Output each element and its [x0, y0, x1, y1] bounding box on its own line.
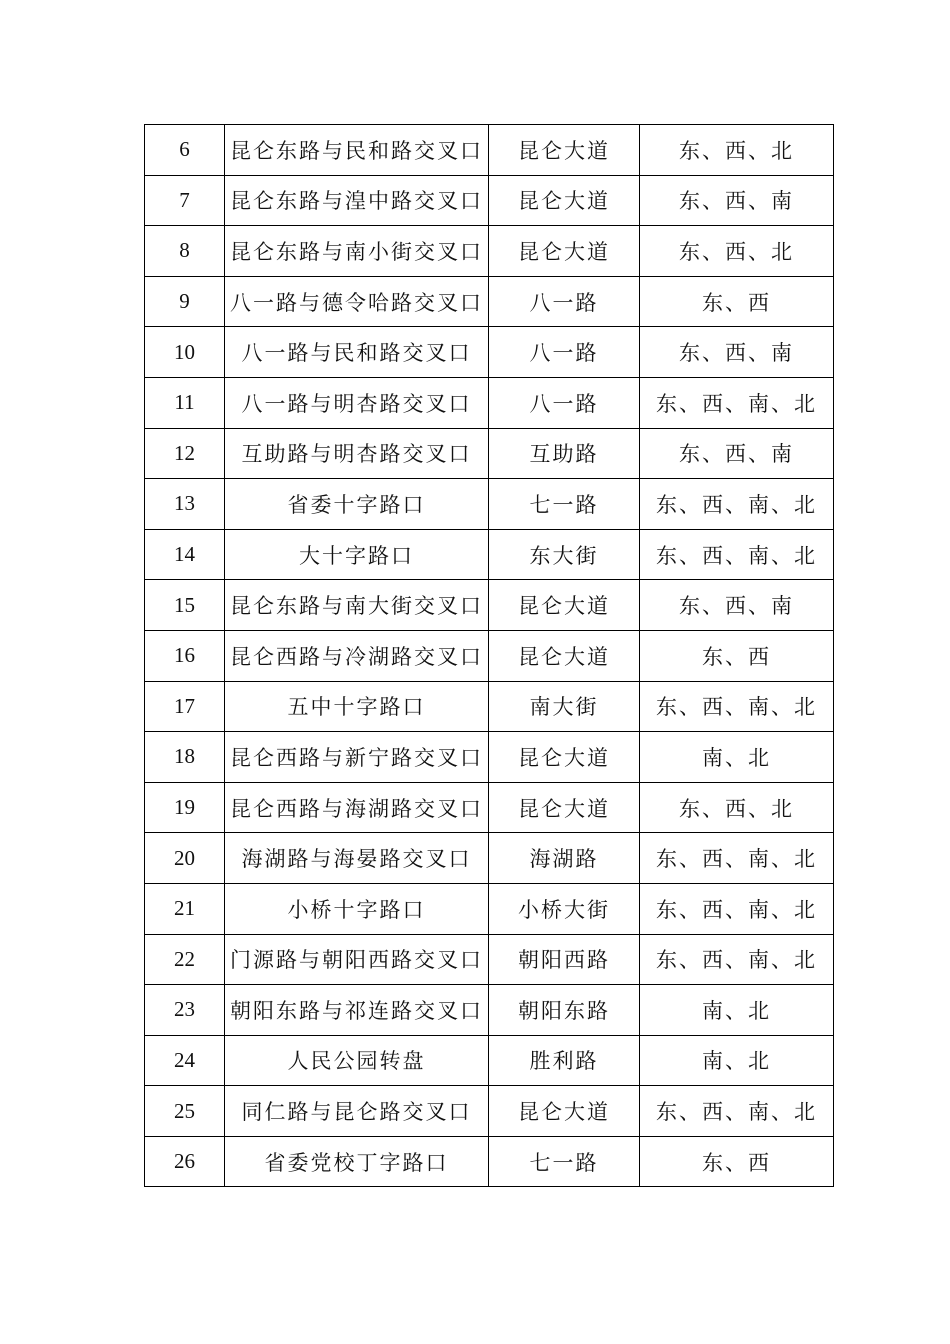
- road-name-cell: 互助路: [489, 428, 640, 479]
- table-row: [145, 732, 834, 783]
- directions-cell: 东、西、南、北: [640, 681, 834, 732]
- directions-cell: 南、北: [640, 1035, 834, 1086]
- row-number-cell: 19: [145, 782, 225, 833]
- table-row: [145, 630, 834, 681]
- row-number-cell: 15: [145, 580, 225, 631]
- road-name-cell: 昆仑大道: [489, 175, 640, 226]
- row-number-cell: 23: [145, 985, 225, 1036]
- directions-cell: 东、西、南: [640, 175, 834, 226]
- directions-cell: 东、西、南、北: [640, 479, 834, 530]
- table-row: [145, 327, 834, 378]
- road-name-cell: 八一路: [489, 377, 640, 428]
- directions-cell: 东、西: [640, 1136, 834, 1187]
- row-number-cell: 10: [145, 327, 225, 378]
- intersection-name-cell: 朝阳东路与祁连路交叉口: [225, 985, 489, 1036]
- directions-cell: 东、西、北: [640, 782, 834, 833]
- row-number-cell: 6: [145, 125, 225, 176]
- table-row: [145, 681, 834, 732]
- road-name-cell: 胜利路: [489, 1035, 640, 1086]
- directions-cell: 东、西、北: [640, 226, 834, 277]
- directions-cell: 南、北: [640, 985, 834, 1036]
- row-number-cell: 18: [145, 732, 225, 783]
- directions-cell: 东、西、南、北: [640, 529, 834, 580]
- table-row: [145, 1086, 834, 1137]
- intersection-name-cell: 昆仑东路与民和路交叉口: [225, 125, 489, 176]
- intersection-name-cell: 八一路与德令哈路交叉口: [225, 276, 489, 327]
- road-name-cell: 小桥大街: [489, 883, 640, 934]
- intersection-name-cell: 人民公园转盘: [225, 1035, 489, 1086]
- row-number-cell: 8: [145, 226, 225, 277]
- road-name-cell: 朝阳东路: [489, 985, 640, 1036]
- directions-cell: 东、西、南: [640, 428, 834, 479]
- road-name-cell: 七一路: [489, 479, 640, 530]
- intersection-name-cell: 互助路与明杏路交叉口: [225, 428, 489, 479]
- intersection-table: [144, 124, 834, 1187]
- directions-cell: 东、西、北: [640, 125, 834, 176]
- road-name-cell: 朝阳西路: [489, 934, 640, 985]
- table-row: [145, 276, 834, 327]
- row-number-cell: 7: [145, 175, 225, 226]
- intersection-name-cell: 昆仑西路与冷湖路交叉口: [225, 630, 489, 681]
- intersection-name-cell: 昆仑东路与南大街交叉口: [225, 580, 489, 631]
- intersection-name-cell: 大十字路口: [225, 529, 489, 580]
- intersection-name-cell: 海湖路与海晏路交叉口: [225, 833, 489, 884]
- row-number-cell: 9: [145, 276, 225, 327]
- row-number-cell: 16: [145, 630, 225, 681]
- directions-cell: 东、西: [640, 276, 834, 327]
- table-row: [145, 1136, 834, 1187]
- table-row: [145, 428, 834, 479]
- road-name-cell: 八一路: [489, 276, 640, 327]
- directions-cell: 东、西、南、北: [640, 934, 834, 985]
- row-number-cell: 12: [145, 428, 225, 479]
- row-number-cell: 14: [145, 529, 225, 580]
- road-name-cell: 七一路: [489, 1136, 640, 1187]
- table-row: [145, 125, 834, 176]
- road-name-cell: 昆仑大道: [489, 732, 640, 783]
- row-number-cell: 24: [145, 1035, 225, 1086]
- intersection-name-cell: 昆仑西路与海湖路交叉口: [225, 782, 489, 833]
- table-row: [145, 175, 834, 226]
- row-number-cell: 26: [145, 1136, 225, 1187]
- intersection-name-cell: 八一路与明杏路交叉口: [225, 377, 489, 428]
- table-body: [145, 125, 834, 1187]
- table-row: [145, 883, 834, 934]
- directions-cell: 东、西、南: [640, 327, 834, 378]
- road-name-cell: 东大街: [489, 529, 640, 580]
- table-row: [145, 226, 834, 277]
- row-number-cell: 13: [145, 479, 225, 530]
- intersection-name-cell: 小桥十字路口: [225, 883, 489, 934]
- row-number-cell: 25: [145, 1086, 225, 1137]
- row-number-cell: 17: [145, 681, 225, 732]
- directions-cell: 南、北: [640, 732, 834, 783]
- road-name-cell: 昆仑大道: [489, 580, 640, 631]
- road-name-cell: 昆仑大道: [489, 226, 640, 277]
- table-row: [145, 833, 834, 884]
- intersection-name-cell: 五中十字路口: [225, 681, 489, 732]
- intersection-name-cell: 同仁路与昆仑路交叉口: [225, 1086, 489, 1137]
- road-name-cell: 昆仑大道: [489, 125, 640, 176]
- road-name-cell: 海湖路: [489, 833, 640, 884]
- row-number-cell: 11: [145, 377, 225, 428]
- directions-cell: 东、西、南、北: [640, 377, 834, 428]
- table-row: [145, 985, 834, 1036]
- directions-cell: 东、西: [640, 630, 834, 681]
- table-row: [145, 782, 834, 833]
- road-name-cell: 昆仑大道: [489, 1086, 640, 1137]
- road-name-cell: 八一路: [489, 327, 640, 378]
- intersection-name-cell: 八一路与民和路交叉口: [225, 327, 489, 378]
- table-row: [145, 580, 834, 631]
- table-row: [145, 529, 834, 580]
- row-number-cell: 21: [145, 883, 225, 934]
- intersection-name-cell: 昆仑东路与南小街交叉口: [225, 226, 489, 277]
- road-name-cell: 南大街: [489, 681, 640, 732]
- intersection-name-cell: 省委党校丁字路口: [225, 1136, 489, 1187]
- directions-cell: 东、西、南、北: [640, 833, 834, 884]
- intersection-name-cell: 昆仑西路与新宁路交叉口: [225, 732, 489, 783]
- intersection-name-cell: 昆仑东路与湟中路交叉口: [225, 175, 489, 226]
- row-number-cell: 22: [145, 934, 225, 985]
- table-row: [145, 1035, 834, 1086]
- road-name-cell: 昆仑大道: [489, 782, 640, 833]
- row-number-cell: 20: [145, 833, 225, 884]
- directions-cell: 东、西、南、北: [640, 1086, 834, 1137]
- intersection-name-cell: 省委十字路口: [225, 479, 489, 530]
- directions-cell: 东、西、南、北: [640, 883, 834, 934]
- intersection-name-cell: 门源路与朝阳西路交叉口: [225, 934, 489, 985]
- directions-cell: 东、西、南: [640, 580, 834, 631]
- table-row: [145, 934, 834, 985]
- table-row: [145, 479, 834, 530]
- road-name-cell: 昆仑大道: [489, 630, 640, 681]
- table-row: [145, 377, 834, 428]
